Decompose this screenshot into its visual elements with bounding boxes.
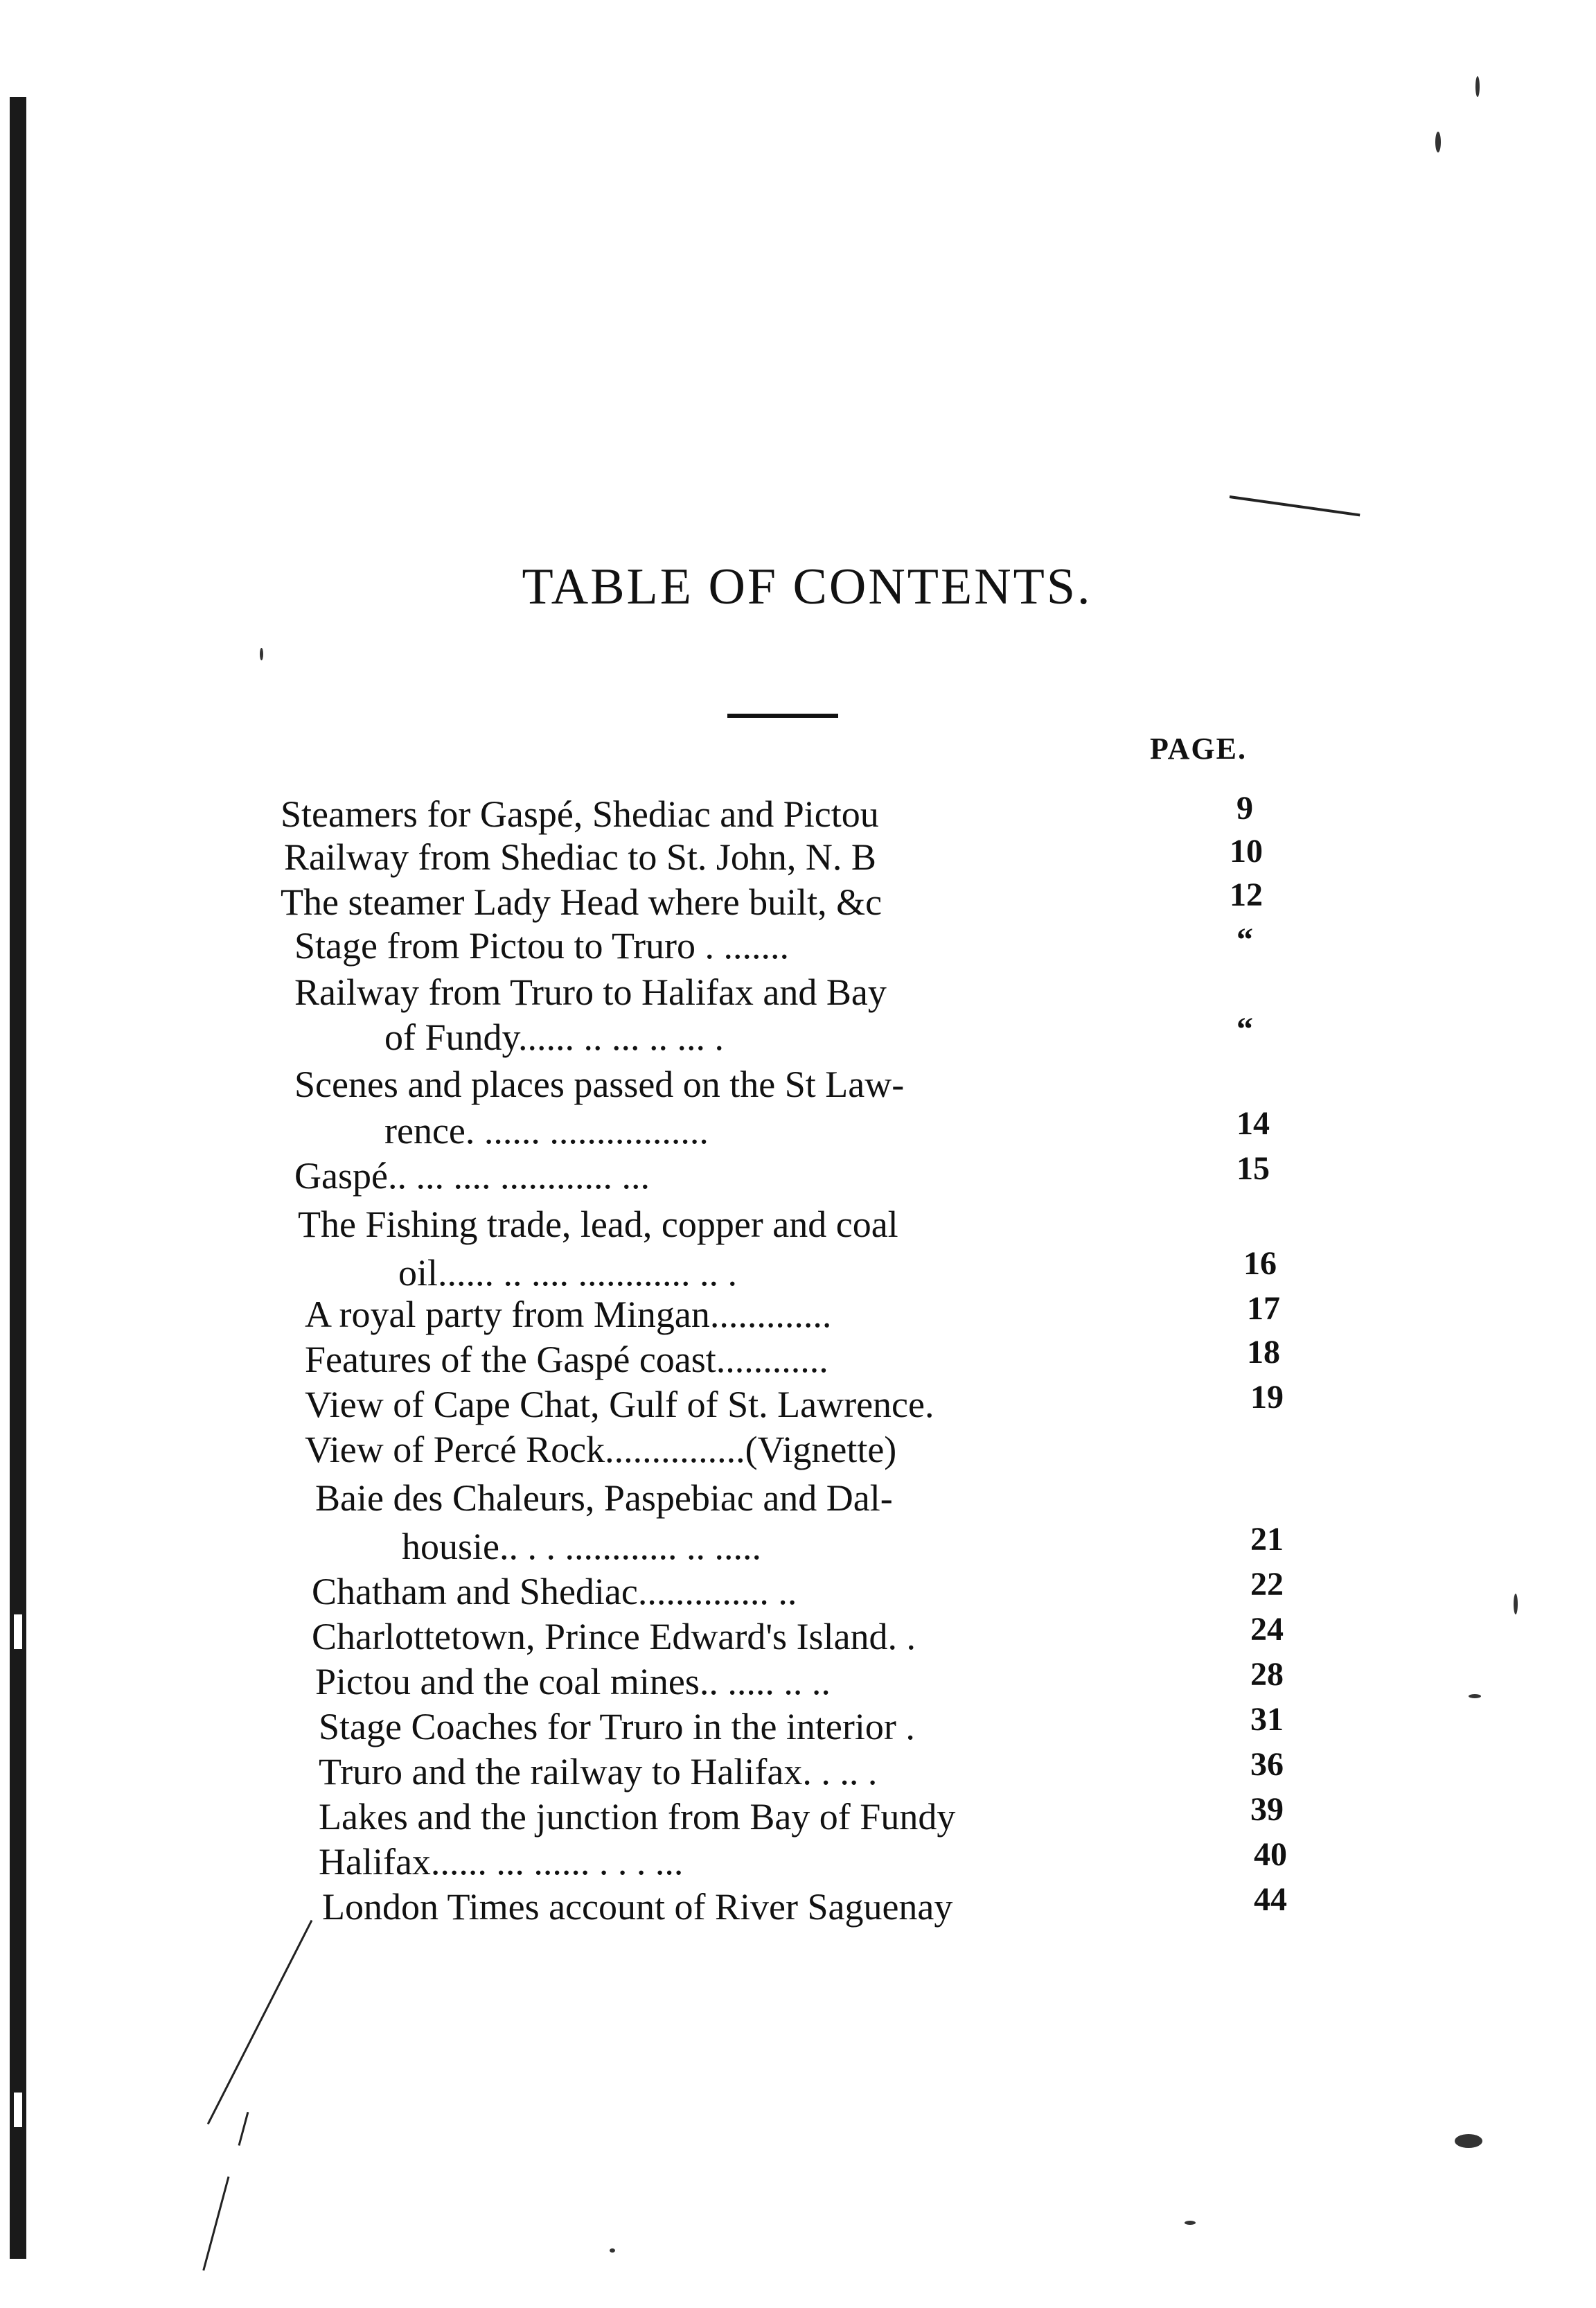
toc-page-number: 14 bbox=[1236, 1105, 1270, 1142]
toc-entry: of Fundy...... .. ... .. ... . bbox=[384, 1016, 725, 1058]
toc-entry: oil...... .. .... ............ .. . bbox=[398, 1252, 738, 1294]
scan-speck bbox=[1455, 2134, 1482, 2148]
toc-page-number: 21 bbox=[1250, 1521, 1284, 1558]
toc-page-number: 9 bbox=[1236, 790, 1253, 827]
scan-speck bbox=[1435, 132, 1441, 152]
toc-page-number: “ bbox=[1236, 1011, 1253, 1048]
toc-entry: Railway from Truro to Halifax and Bay bbox=[294, 971, 887, 1013]
toc-page-number: 18 bbox=[1247, 1334, 1280, 1371]
toc-page-number: 17 bbox=[1247, 1290, 1280, 1327]
toc-entry: View of Cape Chat, Gulf of St. Lawrence. bbox=[305, 1384, 934, 1425]
toc-entry: rence. ...... ................. bbox=[384, 1110, 709, 1152]
toc-entry: Pictou and the coal mines.. ..... .. .. bbox=[315, 1661, 831, 1702]
toc-entry: London Times account of River Saguenay bbox=[322, 1886, 953, 1928]
toc-entry: The steamer Lady Head where built, &c bbox=[281, 881, 883, 923]
toc-entry: View of Percé Rock...............(Vignette) bbox=[305, 1429, 897, 1470]
scan-speck bbox=[1475, 76, 1480, 97]
toc-entry: Stage Coaches for Truro in the interior . bbox=[319, 1706, 915, 1747]
scan-speck bbox=[260, 648, 263, 660]
toc-page-number: 12 bbox=[1230, 876, 1263, 913]
toc-entry: A royal party from Mingan............. bbox=[305, 1294, 832, 1335]
scan-speck bbox=[1514, 1594, 1518, 1614]
scan-speck bbox=[1469, 1694, 1481, 1698]
toc-entry: Steamers for Gaspé, Shediac and Pictou bbox=[281, 793, 879, 835]
toc-page-number: 28 bbox=[1250, 1656, 1284, 1693]
toc-entry: Baie des Chaleurs, Paspebiac and Dal- bbox=[315, 1477, 893, 1519]
toc-page-number: 10 bbox=[1230, 833, 1263, 870]
toc-page-number: 19 bbox=[1250, 1379, 1284, 1416]
toc-entry: Stage from Pictou to Truro . ....... bbox=[294, 925, 790, 967]
toc-entry: Halifax...... ... ...... . . . ... bbox=[319, 1841, 684, 1883]
toc-entry: Charlottetown, Prince Edward's Island. . bbox=[312, 1616, 916, 1657]
toc-entry: Scenes and places passed on the St Law- bbox=[294, 1064, 905, 1105]
toc-page-number: 36 bbox=[1250, 1746, 1284, 1783]
toc-page-number: 22 bbox=[1250, 1566, 1284, 1603]
toc-page-number: “ bbox=[1236, 922, 1253, 958]
toc-entry: Gaspé.. ... .... ............ ... bbox=[294, 1155, 650, 1197]
page-title: TABLE OF CONTENTS. bbox=[522, 558, 1092, 615]
toc-entry: Chatham and Shediac.............. .. bbox=[312, 1571, 797, 1612]
toc-page-number: 31 bbox=[1250, 1701, 1284, 1738]
page-column-heading: PAGE. bbox=[1150, 732, 1247, 766]
toc-entry: Features of the Gaspé coast............ bbox=[305, 1339, 828, 1380]
toc-page-number: 40 bbox=[1254, 1836, 1287, 1873]
toc-page-number: 16 bbox=[1243, 1245, 1277, 1282]
toc-page-number: 24 bbox=[1250, 1611, 1284, 1648]
toc-page-number: 39 bbox=[1250, 1791, 1284, 1828]
toc-page-number: 44 bbox=[1254, 1881, 1287, 1918]
toc-entry: Railway from Shediac to St. John, N. B bbox=[284, 836, 876, 878]
scan-speck bbox=[610, 2248, 615, 2253]
toc-entry: Truro and the railway to Halifax. . .. . bbox=[319, 1751, 878, 1792]
scan-speck bbox=[1185, 2221, 1196, 2225]
toc-page-number: 15 bbox=[1236, 1150, 1270, 1187]
toc-entry: housie.. . . ............ .. ..... bbox=[402, 1526, 761, 1567]
toc-entry: Lakes and the junction from Bay of Fundy bbox=[319, 1796, 956, 1838]
toc-entry: The Fishing trade, lead, copper and coal bbox=[298, 1204, 898, 1245]
